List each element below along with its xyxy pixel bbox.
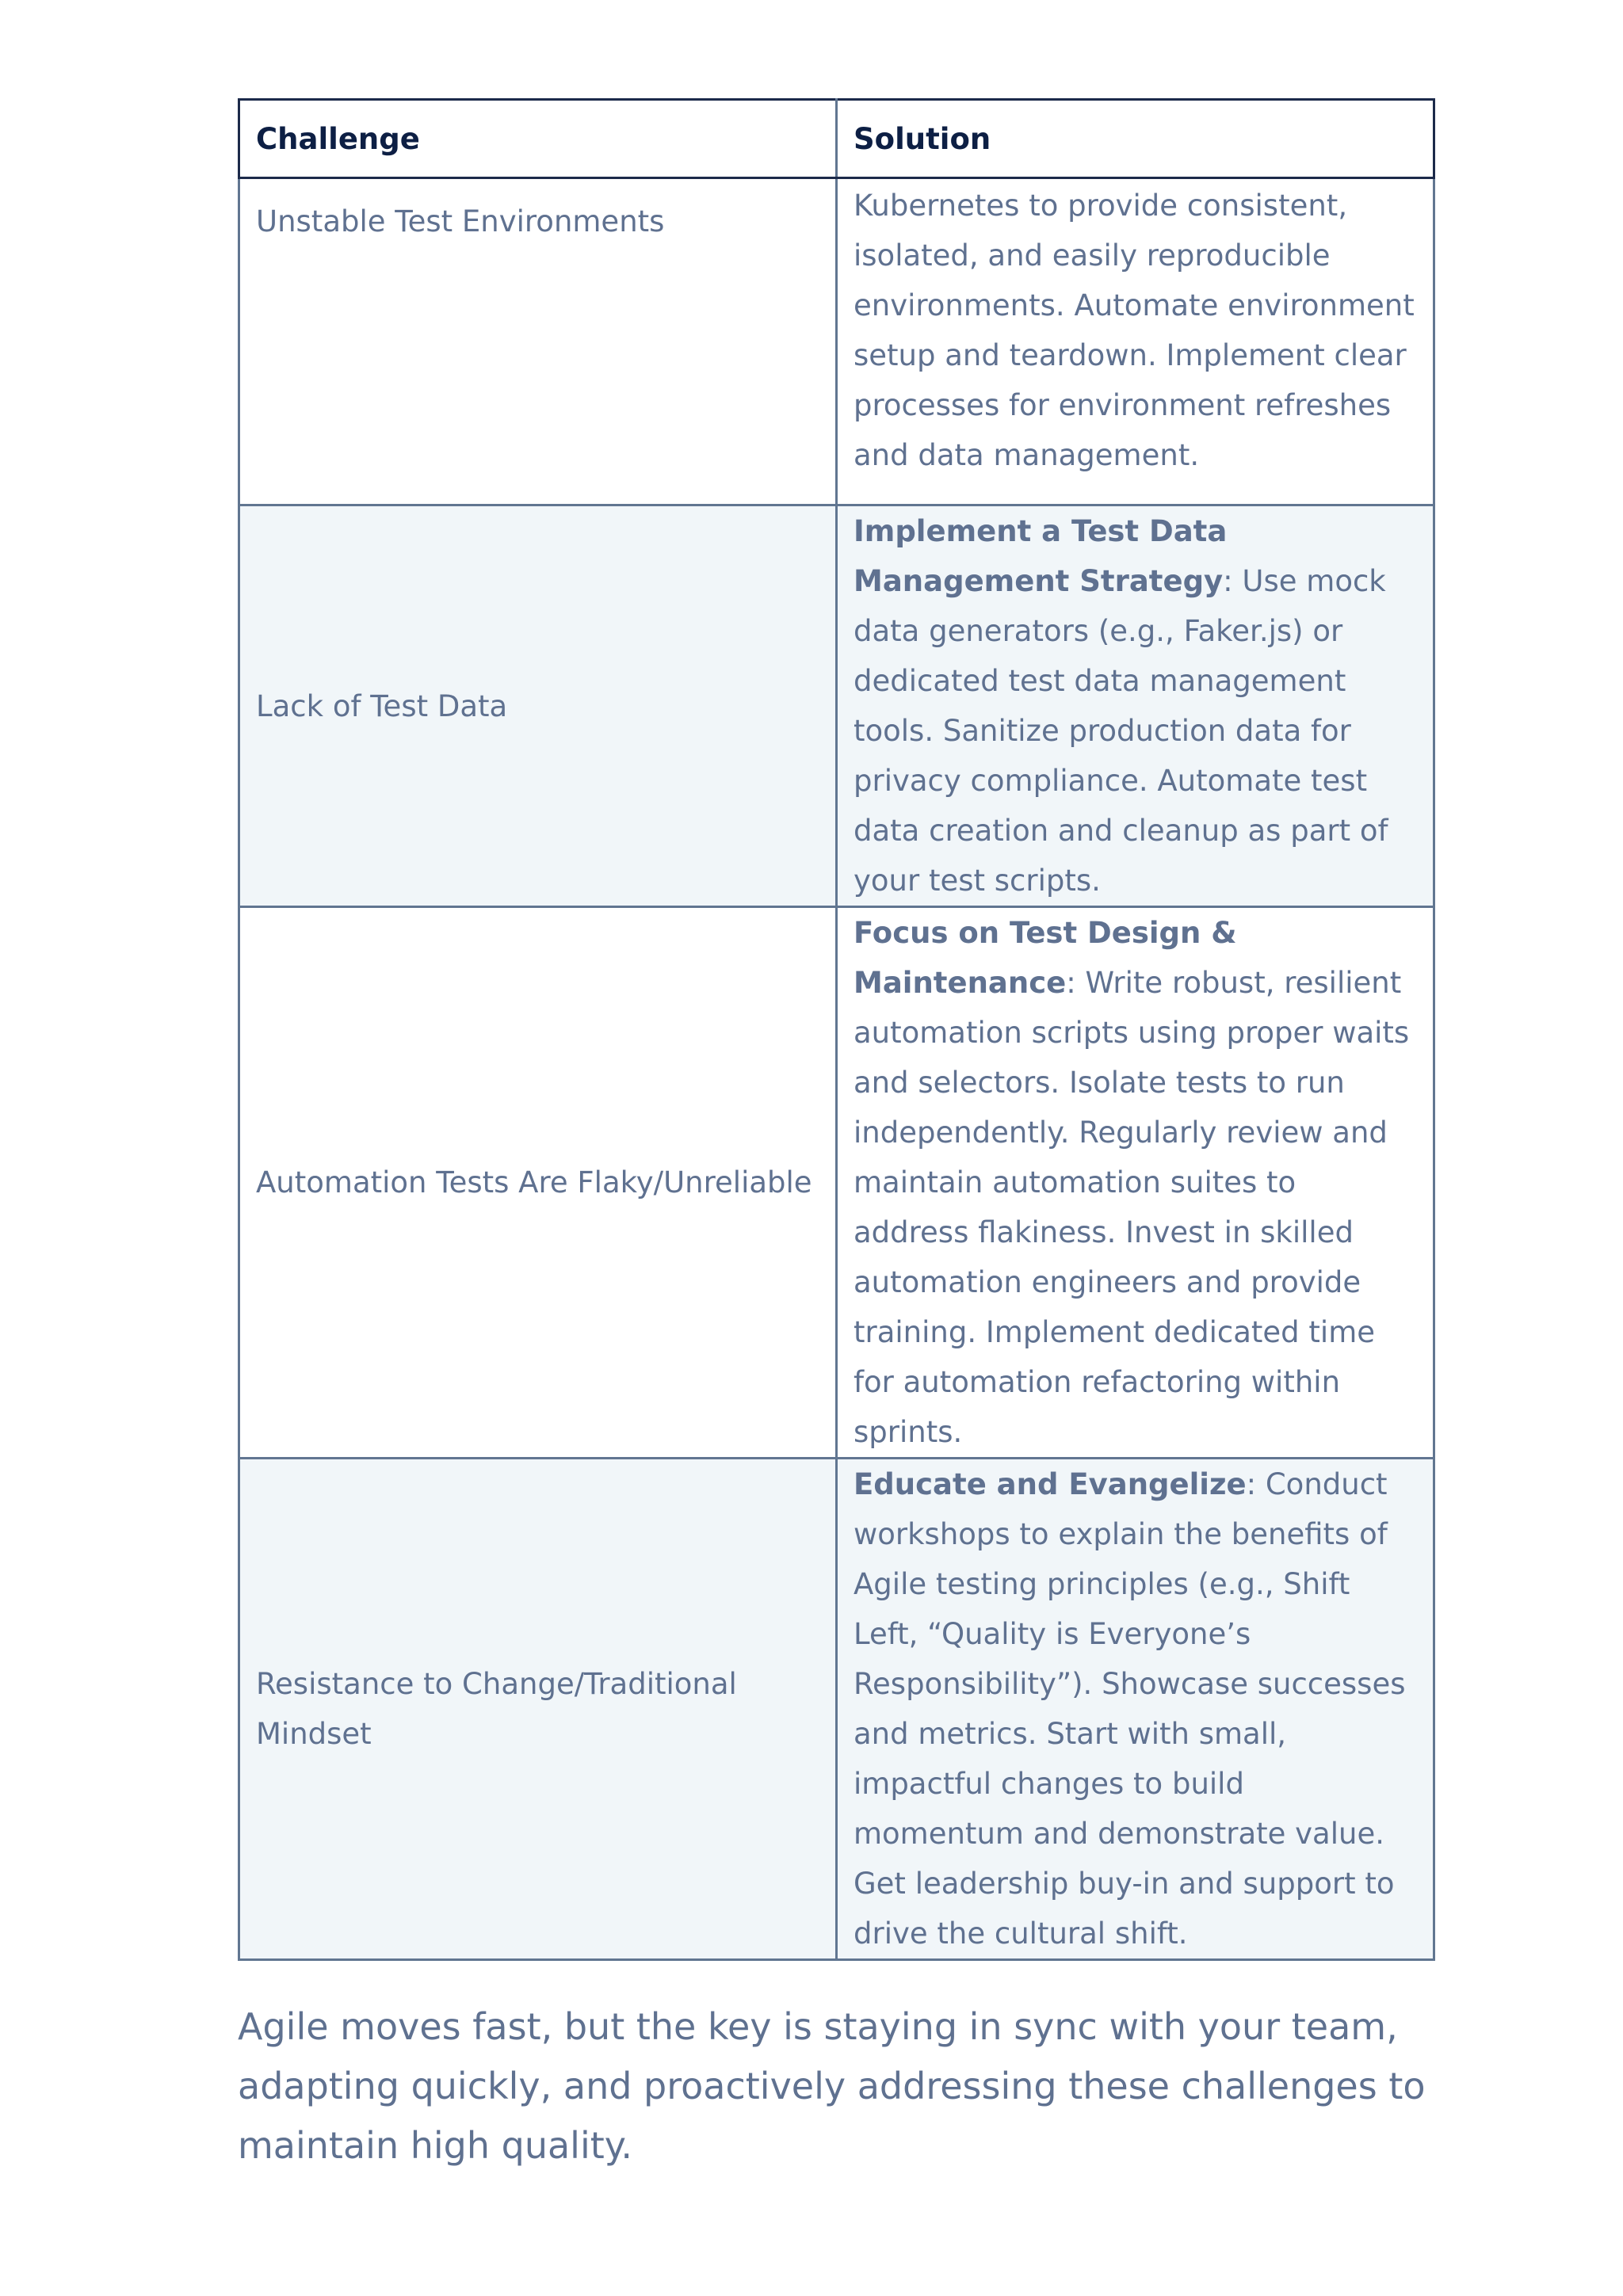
challenge-cell: Resistance to Change/Traditional Mindset — [239, 1459, 837, 1960]
solution-cell — [837, 1459, 1434, 1960]
solution-cell — [837, 178, 1434, 505]
header-challenge: Challenge — [239, 100, 837, 178]
solution-heading: Focus on Test Design & Maintenance — [854, 916, 1237, 1000]
solution-cell — [837, 505, 1434, 907]
header-solution: Solution — [837, 100, 1434, 178]
table-row — [239, 505, 1434, 907]
challenge-cell: Automation Tests Are Flaky/Unreliable — [239, 907, 837, 1459]
closing-paragraph: Agile moves fast, but the key is staying in sync with your team, adapting quickly, and proactively addressing these challenges to maintain high quality. — [238, 2005, 1426, 2167]
article-content — [238, 98, 1433, 2212]
solution-text: : Write robust, resilient automation scripts using proper waits and selectors. Isolate tests to run independently. Regularly review and maintain automation suites to address flakiness. Invest in skilled automation engineers and provide training. Implement dedicated time for automation refactoring within sprints. — [854, 966, 1410, 1449]
challenge-cell: Unstable Test Environments — [239, 178, 837, 505]
solution-heading: Implement a Test Data Management Strategy — [854, 514, 1228, 598]
table-row — [239, 907, 1434, 1459]
solution-text: Kubernetes to provide consistent, isolated, and easily reproducible environments. Automate environment setup and teardown. Implement clear processes for environment refreshes and data management. — [854, 189, 1415, 472]
table-header-row — [239, 100, 1434, 178]
solution-text: : Use mock data generators (e.g., Faker.js) or dedicated test data management tools. Sanitize production data for privacy compliance. Automate test data creation and cleanup as part of your test scripts. — [854, 564, 1388, 898]
challenges-table — [238, 98, 1435, 1961]
table-row — [239, 1459, 1434, 1960]
solution-heading: Educate and Evangelize — [854, 1467, 1247, 1501]
challenge-cell: Lack of Test Data — [239, 505, 837, 907]
table-row — [239, 178, 1434, 505]
solution-cell — [837, 907, 1434, 1459]
solution-text: : Conduct workshops to explain the benefits of Agile testing principles (e.g., Shift Left, “Quality is Everyone’s Responsibility”). Showcase successes and metrics. Start with small, impactful changes to build momentum and demonstrate value. Get leadership buy-in and support to drive the cultural shift. — [854, 1467, 1406, 1951]
